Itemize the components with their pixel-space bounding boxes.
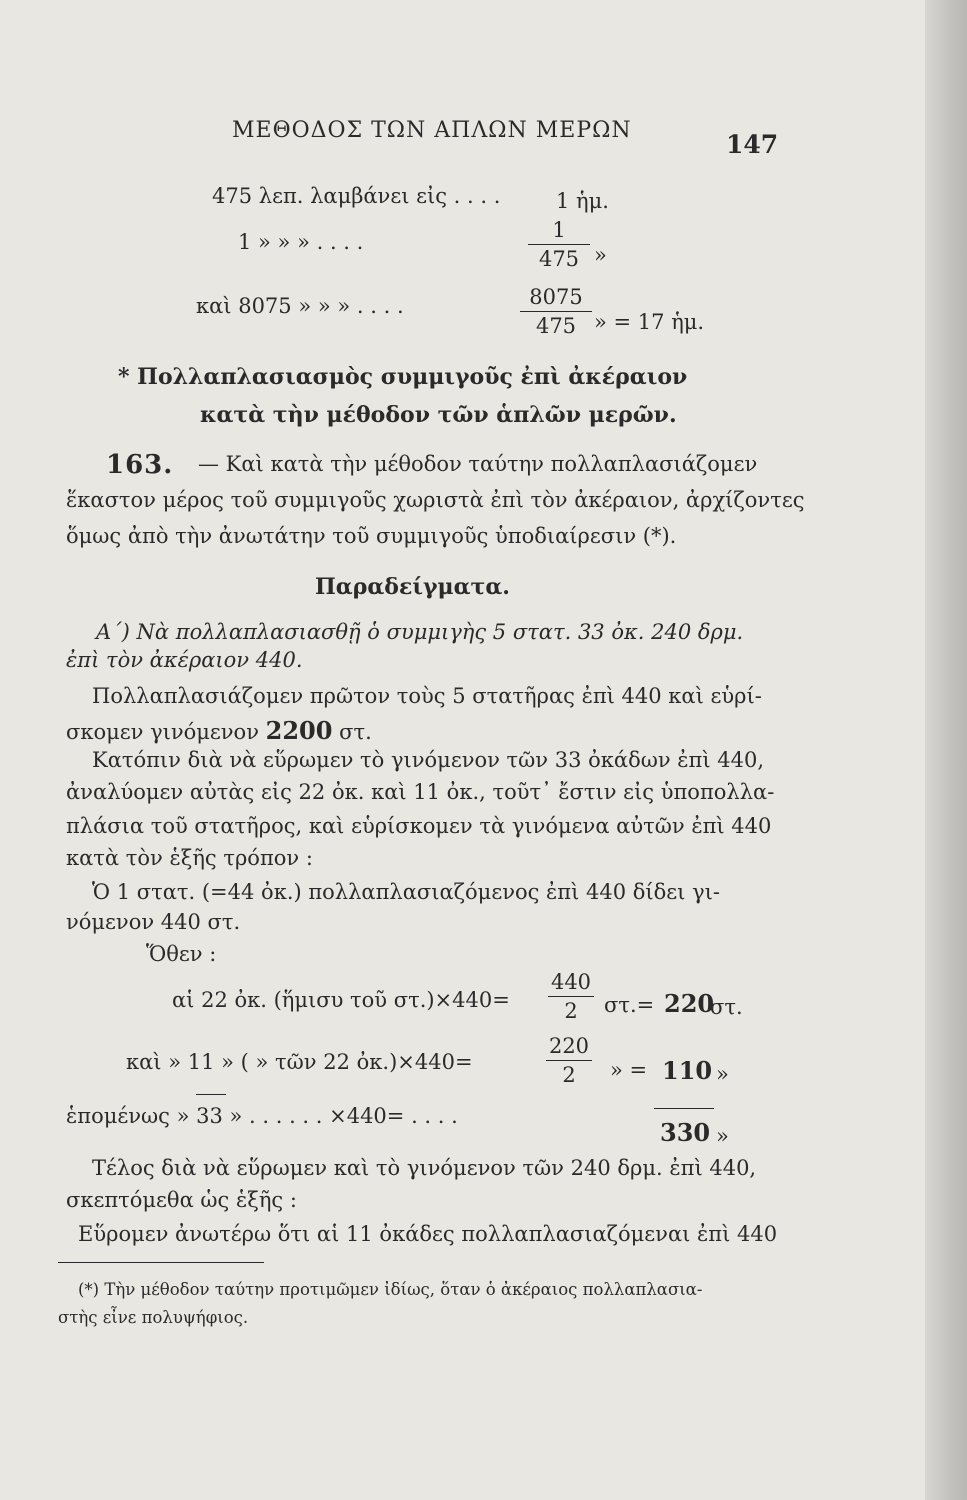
- p1-line2-text: σκομεν γινόμενον: [66, 720, 259, 744]
- fraction-denominator: 475: [535, 314, 577, 338]
- para163-line2: ἕκαστον μέρος τοῦ συμμιγοῦς χωριστὰ ἐπὶ τὸν ἀκέραιον, ἀρχίζοντες: [66, 488, 805, 512]
- p1-line2: [66, 716, 372, 745]
- calc1-row3-text: καὶ 8075 » » » . . . .: [196, 294, 404, 318]
- page-number: 147: [726, 130, 779, 159]
- p1-unit: στ.: [339, 720, 372, 744]
- para163-line1: — Καὶ κατὰ τὴν μέθοδον ταύτην πολλαπλασιάζομεν: [198, 452, 758, 476]
- running-title: ΜΕΘΟΔΟΣ ΤΩΝ ΑΠΛΩΝ ΜΕΡΩΝ: [232, 118, 632, 143]
- p3-line2: νόμενον 440 στ.: [66, 910, 241, 934]
- calc2-row1-text: αἱ 22 ὀκ. (ἥμισυ τοῦ στ.)×440=: [172, 988, 510, 1012]
- p3-line1: Ὁ 1 στατ. (=44 ὀκ.) πολλαπλασιαζόμενος ἐπὶ 440 δίδει γι-: [92, 880, 720, 904]
- fraction-bar: [528, 244, 590, 245]
- footnote-line2: στὴς εἶνε πολυψήφιος.: [58, 1308, 249, 1327]
- p2-line3: πλάσια τοῦ στατῆρος, καὶ εὑρίσκομεν τὰ γινόμενα αὐτῶν ἐπὶ 440: [66, 814, 772, 838]
- p5-line1: Εὕρομεν ἀνωτέρω ὅτι αἱ 11 ὀκάδες πολλαπλασιαζόμεναι ἐπὶ 440: [78, 1222, 778, 1246]
- p2-line1: Κατόπιν διὰ νὰ εὕρωμεν τὸ γινόμενον τῶν 33 ὀκάδων ἐπὶ 440,: [92, 748, 765, 772]
- calc2-row1-fraction: [548, 970, 594, 1023]
- page-edge: [925, 0, 967, 1500]
- p4-line2: σκεπτόμεθα ὡς ἑξῆς :: [66, 1188, 297, 1212]
- p4-line1: Τέλος διὰ νὰ εὕρωμεν καὶ τὸ γινόμενον τῶν 240 δρμ. ἐπὶ 440,: [92, 1156, 757, 1180]
- para163-line3: ὅμως ἀπὸ τὴν ἀνωτάτην τοῦ συμμιγοῦς ὑποδιαίρεσιν (*).: [66, 524, 677, 548]
- fraction-bar: [546, 1060, 592, 1061]
- p1-line1: Πολλαπλασιάζομεν πρῶτον τοὺς 5 στατῆρας ἐπὶ 440 καὶ εὑρί-: [92, 684, 762, 708]
- sum-rule-left: [196, 1094, 226, 1095]
- calc2-row3-unit: »: [716, 1124, 729, 1148]
- calc2-row1-unit: στ.: [710, 995, 743, 1019]
- fraction-numerator: 1: [552, 218, 566, 242]
- fraction-bar: [520, 311, 592, 312]
- hothen: Ὅθεν :: [146, 942, 217, 966]
- calc2-row1-mid: στ.=: [604, 993, 655, 1017]
- p2-line2: ἀναλύομεν αὐτὰς εἰς 22 ὀκ. καὶ 11 ὀκ., τοῦτ᾽ ἔστιν εἰς ὑποπολλα-: [66, 780, 775, 804]
- section-number: 163.: [106, 450, 174, 480]
- sum-rule-right: [654, 1108, 714, 1109]
- p1-result: 2200: [265, 716, 333, 745]
- calc1-row2-fraction: [528, 218, 590, 271]
- fraction-denominator: 2: [564, 999, 578, 1023]
- calc1-row1-result: 1 ἡμ.: [556, 189, 609, 213]
- fraction-numerator: 440: [550, 970, 592, 994]
- p2-line4: κατὰ τὸν ἑξῆς τρόπον :: [66, 846, 313, 870]
- footnote-rule: [58, 1262, 264, 1263]
- calc2-row1-result: 220: [664, 989, 715, 1018]
- calc2-row3-text: ἑπομένως » 33 » . . . . . . ×440= . . . .: [66, 1104, 458, 1128]
- calc1-row2-suffix: »: [594, 243, 607, 267]
- fraction-bar: [548, 996, 594, 997]
- fraction-denominator: 2: [562, 1063, 576, 1087]
- section-title-line1: * Πολλαπλασιασμὸς συμμιγοῦς ἐπὶ ἀκέραιον: [118, 364, 688, 390]
- fraction-numerator: 8075: [529, 285, 583, 309]
- exampleA-line1: Α΄) Νὰ πολλαπλασιασθῇ ὁ συμμιγὴς 5 στατ. 33 ὀκ. 240 δρμ.: [96, 620, 744, 644]
- footnote-line1: (*) Τὴν μέθοδον ταύτην προτιμῶμεν ἰδίως, ὅταν ὁ ἀκέραιος πολλαπλασια-: [78, 1280, 703, 1299]
- calc2-row2-fraction: [546, 1034, 592, 1087]
- calc2-row2-text: καὶ » 11 » ( » τῶν 22 ὀκ.)×440=: [126, 1050, 473, 1074]
- calc2-row3-result: 330: [660, 1118, 711, 1147]
- calc2-row2-result: 110: [662, 1056, 713, 1085]
- calc2-row2-unit: »: [716, 1062, 729, 1086]
- exampleA-line2: ἐπὶ τὸν ἀκέραιον 440.: [66, 648, 303, 672]
- examples-title: Παραδείγματα.: [315, 574, 510, 600]
- fraction-denominator: 475: [538, 247, 580, 271]
- calc2-row2-mid: » =: [610, 1058, 648, 1082]
- calc1-row3-suffix: » = 17 ἡμ.: [594, 310, 705, 334]
- section-title-line2: κατὰ τὴν μέθοδον τῶν ἁπλῶν μερῶν.: [200, 402, 677, 428]
- calc1-row2-text: 1 » » » . . . .: [238, 230, 364, 254]
- fraction-numerator: 220: [548, 1034, 590, 1058]
- calc1-row1-text: 475 λεπ. λαμβάνει εἰς . . . .: [212, 184, 501, 208]
- calc1-row3-fraction: [520, 285, 592, 338]
